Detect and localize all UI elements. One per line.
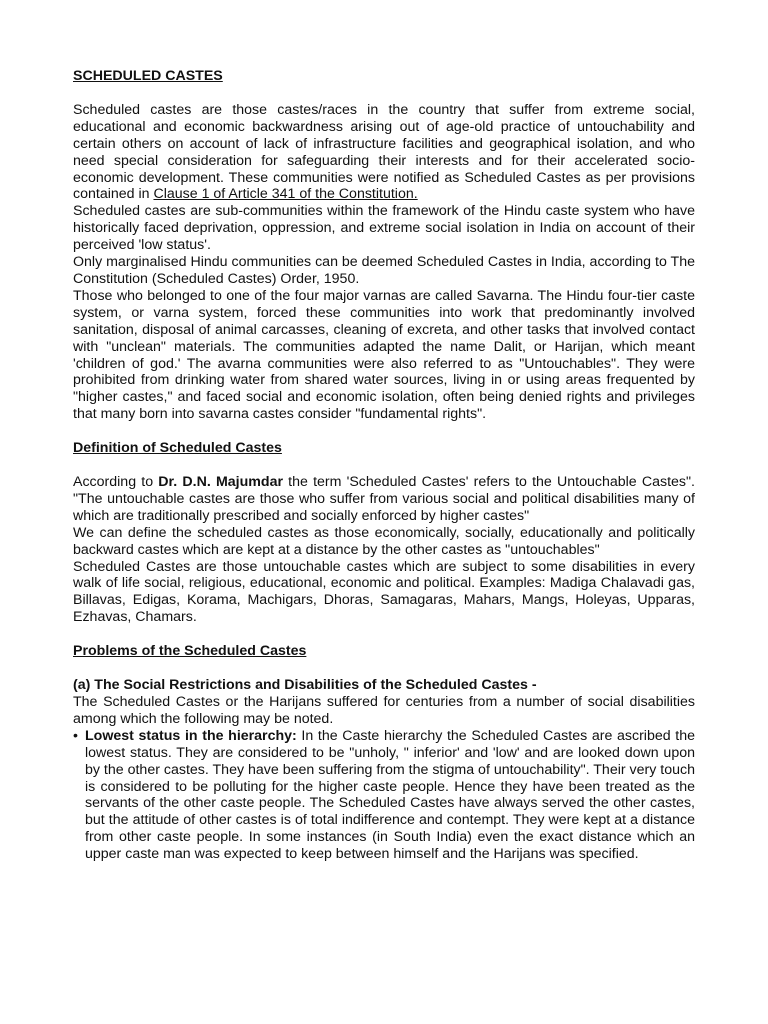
paragraph-text: Scheduled castes are those castes/races in the country that suffer from extreme social, educational and economic backwardness arising out of age-old practice of untouchability and certain others on account of lack of infrastructure facilities and geographical isolation, and who need special consideration for safeguarding their interests and for their accelerated socio-economic development. These communities were notified as Scheduled Castes as per provisions contained in — [73, 101, 695, 203]
bullet-marker: • — [73, 727, 78, 744]
spacer — [73, 660, 695, 677]
author-name: Dr. D.N. Majumdar — [158, 474, 283, 491]
spacer — [73, 85, 695, 102]
paragraph-sub-communities: Scheduled castes are sub-communities within the framework of the Hindu caste system who have historically faced deprivation, oppression, and extreme social isolation in India on account of their perceived 'low status'. — [73, 203, 695, 254]
sub-heading-social-restrictions: (a) The Social Restrictions and Disabilities of the Scheduled Castes - — [73, 677, 537, 694]
constitution-clause-link[interactable]: Clause 1 of Article 341 of the Constitution. — [153, 186, 418, 203]
bullet-lowest-status — [73, 728, 695, 863]
section-heading-scheduled-castes: SCHEDULED CASTES — [73, 68, 223, 84]
bullet-text: In the Caste hierarchy the Scheduled Castes are ascribed the lowest status. They are considered to be "unholy, " inferior' and 'low' and are looked down upon by the other castes. They have been suffering from the stigma of untouchability". Their very touch is considered to be polluting for the higher caste people. Hence they have been treated as the servants of the other caste people. The Scheduled Castes have always served the other castes, but the attitude of other castes is of total indifference and contempt. They were kept at a distance from other caste people. In some instances (in South India) even the exact distance which an upper caste man was expected to keep between himself and the Harijans was specified. — [85, 727, 695, 863]
paragraph-text: the term 'Scheduled Castes' refers to the Untouchable Castes". "The untouchable castes are those who suffer from various social and political disabilities many of which are traditionally prescribed and socially enforced by higher castes" — [73, 474, 695, 524]
paragraph-definition-intro — [73, 102, 695, 203]
spacer — [73, 423, 695, 440]
paragraph-savarna: Those who belonged to one of the four major varnas are called Savarna. The Hindu four-tier caste system, or varna system, forced these communities into work that predominantly involved sanitation, disposal of animal carcasses, cleaning of excreta, and other tasks that involved contact with "unclean" materials. The communities adapted the name Dalit, or Harijan, which meant 'children of god.' The avarna communities were also referred to as "Untouchables". They were prohibited from drinking water from shared water sources, living in or using areas frequented by "higher castes," and faced social and economic isolation, often being denied rights and privileges that many born into savarna castes consider "fundamental rights". — [73, 287, 695, 423]
document-page — [73, 68, 695, 863]
paragraph-majumdar — [73, 474, 695, 525]
paragraph-disabilities-intro: The Scheduled Castes or the Harijans suffered for centuries from a number of social disabilities among which the following may be noted. — [73, 694, 695, 727]
spacer — [73, 457, 695, 474]
section-heading-problems: Problems of the Scheduled Castes — [73, 643, 307, 660]
paragraph-text: According to — [73, 474, 159, 491]
paragraph-backward-castes: We can define the scheduled castes as those economically, socially, educationally and politically backward castes which are kept at a distance by the other castes as "untouchables" — [73, 524, 695, 558]
paragraph-examples: Scheduled Castes are those untouchable castes which are subject to some disabilities in every walk of life social, religious, educational, economic and political. Examples: Madiga Chalavadi gas, Billavas, Edigas, Korama, Machigars, Dhoras, Samagaras, Mahars, Mangs, Holeyas, Upparas, Ezhavas, Chamars. — [73, 558, 695, 626]
section-heading-definition: Definition of Scheduled Castes — [73, 440, 282, 457]
spacer — [73, 626, 695, 643]
bullet-label: Lowest status in the hierarchy: — [85, 727, 297, 744]
paragraph-constitution-order: Only marginalised Hindu communities can be deemed Scheduled Castes in India, according to The Constitution (Scheduled Castes) Order, 1950. — [73, 254, 695, 287]
